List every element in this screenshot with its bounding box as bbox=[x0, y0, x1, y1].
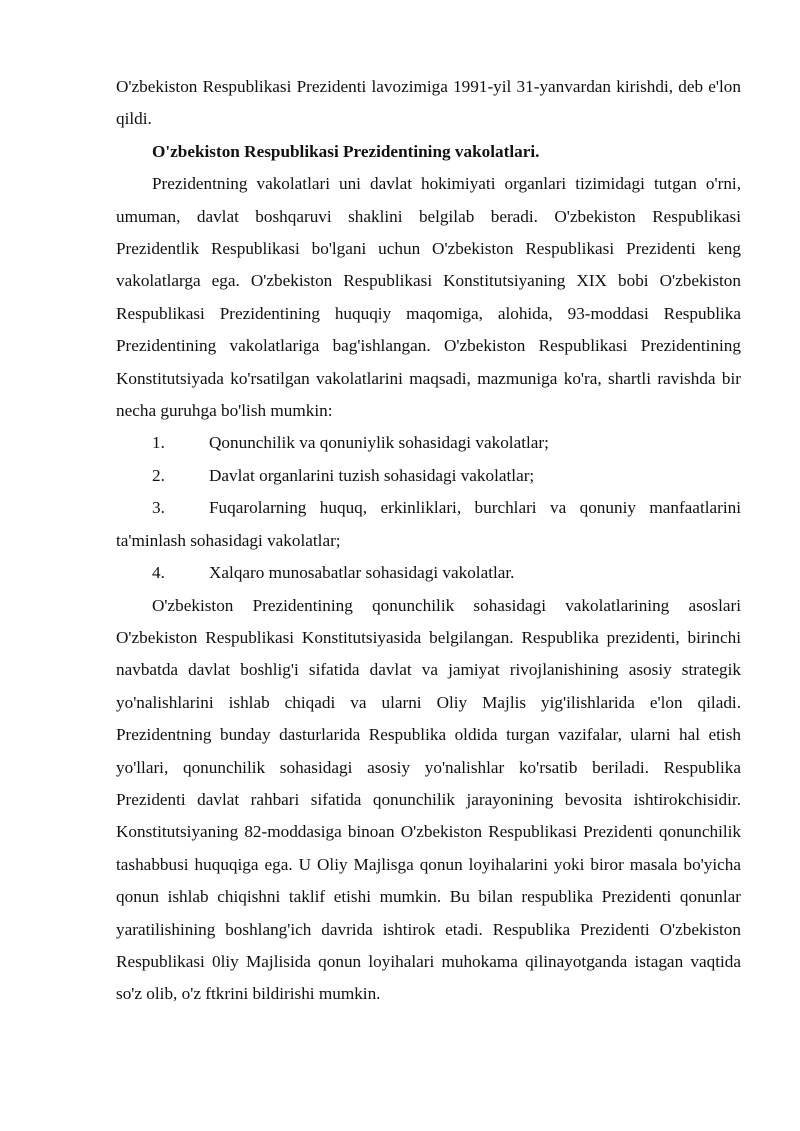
list-item-number: 4. bbox=[152, 563, 165, 583]
list-item-text: Fuqarolarning huquq, erkinliklari, burchlari va qonuniy manfaatlarini ta'minlash sohasidagi vakolatlar; bbox=[116, 498, 741, 550]
list-item-text: Qonunchilik va qonuniylik sohasidagi vakolatlar; bbox=[209, 433, 549, 453]
list-item-text: Davlat organlarini tuzish sohasidagi vakolatlar; bbox=[209, 465, 535, 485]
list-item bbox=[116, 557, 741, 589]
intro-paragraph: O'zbekiston Respublikasi Prezidenti lavozimiga 1991-yil 31-yanvardan kirishdi, deb e'lon qildi. bbox=[116, 77, 741, 129]
list-item bbox=[116, 492, 741, 557]
list-item-number: 3. bbox=[152, 498, 165, 518]
list-item bbox=[116, 460, 741, 492]
list-item-number: 1. bbox=[152, 433, 165, 453]
list-item-text: Xalqaro munosabatlar sohasidagi vakolatlar. bbox=[209, 563, 515, 583]
document-page bbox=[116, 71, 741, 1011]
list-item-number: 2. bbox=[152, 465, 165, 485]
list-item bbox=[116, 427, 741, 459]
paragraph-powers-overview: Prezidentning vakolatlari uni davlat hokimiyati organlari tizimidagi tutgan o'rni, umuman, davlat boshqaruvi shaklini belgilab beradi. O'zbekiston Respublikasi Prezidentlik Respublikasi bo'lgani uchun O'zbekiston Respublikasi Prezidenti keng vakolatlarga ega. O'zbekiston Respublikasi Konstitutsiyaning XIX bobi O'zbekiston Respublikasi Prezidentining huquqiy maqomiga, alohida, 93-moddasi Respublika Prezidentining vakolatlariga bag'ishlangan. O'zbekiston Respublikasi Prezidentining Konstitutsiyada ko'rsatilgan vakolatlarini maqsadi, mazmuniga ko'ra, shartli ravishda bir necha guruhga bo'lish mumkin: bbox=[116, 174, 741, 421]
section-heading: O'zbekiston Respublikasi Prezidentining vakolatlari. bbox=[152, 141, 540, 161]
paragraph-legislative-powers: O'zbekiston Prezidentining qonunchilik sohasidagi vakolatlarining asoslari O'zbekiston Respublikasi Konstitutsiyasida belgilangan. Respublika prezidenti, birinchi navbatda davlat boshlig'i sifatida davlat va jamiyat rivojlanishining asosiy strategik yo'nalishlarini ishlab chiqadi va ularni Oliy Majlis yig'ilishlarida e'lon qiladi. Prezidentning bunday dasturlarida Respublika oldida turgan vazifalar, ularni hal etish yo'llari, qonunchilik sohasidagi asosiy yo'nalishlar ko'rsatib beriladi. Respublika Prezidenti davlat rahbari sifatida qonunchilik jarayonining bevosita ishtirokchisidir. Konstitutsiyaning 82-moddasiga binoan O'zbekiston Respublikasi Prezidenti qonunchilik tashabbusi huquqiga ega. U Oliy Majlisga qonun loyihalarini yoki biror masala bo'yicha qonun ishlab chiqishni taklif etishi mumkin. Bu bilan respublika Prezidenti qonunlar yaratilishining boshlang'ich davrida ishtirok etadi. Respublika Prezidenti O'zbekiston Respublikasi 0liy Majlisida qonun loyihalari muhokama qilinayotganda istagan vaqtida so'z olib, o'z ftkrini bildirishi mumkin. bbox=[116, 595, 741, 1004]
